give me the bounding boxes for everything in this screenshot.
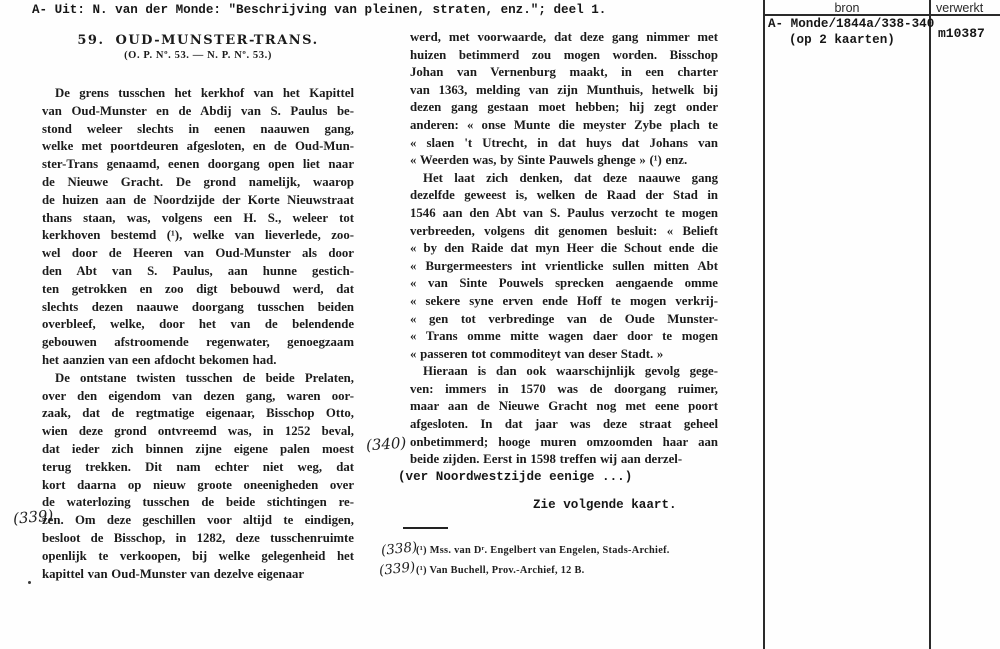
table-left-border (763, 0, 765, 649)
table-column-divider (929, 0, 931, 649)
text-line: anderen: « onse Munte die meyster Zybe plach te (410, 117, 718, 132)
text-line: zaak, dat de regtmatige eigenaar, Bisschop Otto, (42, 406, 354, 421)
text-line: de Nieuwe Gracht. De grond namelijk, waarop (42, 174, 354, 189)
text-line: huizen betimmerd zou mogen worden. Bisschop (410, 47, 718, 62)
text-line: kerkhoven bestemd (¹), welke van lieverlede, zoo- (42, 228, 354, 243)
text-line: terug trekken. Dit nam echter niet weg, dat (42, 459, 354, 474)
text-line: slechts dezen naauwe doorgang tusschen beiden (42, 299, 354, 314)
paragraph (410, 29, 718, 170)
ink-speck (28, 581, 31, 584)
text-line: « by den Raide dat myn Heer die Schout ende die (410, 241, 718, 256)
footnote-separator-rule (403, 527, 448, 529)
text-line: Het laat zich denken, dat deze naauwe gang (423, 170, 718, 185)
text-line: « van Sinte Pouwels sprecken aengaende omme (410, 276, 718, 291)
text-line: werd, met voorwaarde, dat deze gang nimmer met (410, 30, 718, 44)
text-line: maar aan de Nieuwe Gracht nog met eene poort (410, 399, 718, 414)
text-line: thans staan, was, volgens een H. S., weleer tot (42, 210, 354, 225)
footnote-page-ref-339: (339) (378, 559, 417, 579)
typed-see-next-map-note: Zie volgende kaart. (533, 498, 677, 512)
text-line: zen. Om deze geschillen voor altijd te eindigen, (42, 513, 354, 528)
paragraph (410, 170, 718, 364)
text-line: kort daarna op nieuw groote oneenigheden over (42, 477, 354, 492)
right-column-paragraphs (410, 29, 718, 469)
text-line: De grens tusschen het kerkhof van het Kapittel (55, 86, 354, 100)
text-line: van Oud-Munster en de Abdij van S. Paulus be- (42, 103, 354, 118)
article-title: 59. OUD-MUNSTER-TRANS. (77, 33, 319, 48)
text-line: welke met poortdeuren afgesloten, en de Oud-Mun- (42, 139, 354, 154)
text-line: « gen tot verbredinge van de Oude Munster- (410, 311, 718, 326)
text-line: Johan van Vernenburg maakt, in een charter (410, 65, 718, 80)
text-line: afgesloten. In dat jaar was deze straat geheel (410, 417, 718, 432)
text-line: dezen gang gestaan moet hebben; hij zegt onder (410, 100, 718, 115)
text-line: van 1363, melding van zijn Munthuis, hetwelk bij (410, 82, 718, 97)
source-header-note: A- Uit: N. van der Monde: "Beschrijving van pleinen, straten, enz."; deel 1. (32, 3, 607, 17)
text-line: beide zijden. Eerst in 1598 treffen wij aan derzel- (410, 452, 683, 467)
typed-continuation-note: (ver Noordwestzijde eenige ...) (398, 470, 633, 484)
paragraph (42, 370, 354, 584)
text-line: 1546 aan den Abt van S. Paulus verzocht te mogen (410, 205, 718, 220)
handwritten-page-ref-339: (339) (12, 506, 55, 528)
text-line: de huizen aan de Noordzijde der Korte Nieuwstraat (42, 192, 354, 207)
text-line: ven: immers in 1570 was de doorgang ruimer, (410, 381, 718, 396)
paragraph (42, 85, 354, 370)
text-line: « Weerden was, by Sinte Pauwels ghenge » (¹) enz. (410, 153, 688, 168)
text-line: overbleef, welke, door het van de belendende (42, 317, 354, 332)
text-line: openlijk te verkoopen, bij welke gelegenheid het (42, 548, 354, 563)
left-column-paragraphs (42, 85, 354, 583)
text-line: Hieraan is dan ook waarschijnlijk gevolg gege- (423, 364, 718, 379)
left-text-column (42, 0, 354, 610)
article-subtitle: (O. P. Nº. 53. — N. P. Nº. 53.) (124, 50, 272, 61)
text-line: « sekere syne erven ende Hoff te mogen verkrij- (410, 293, 718, 308)
text-line: stond weleer slechts in eenen naauwen gang, (42, 121, 354, 136)
text-line: verbreeden, volgens dit genomen besluit: « Belieft (410, 223, 718, 238)
table-cell-bron-line2: (op 2 kaarten) (789, 33, 895, 47)
table-header-verwerkt: verwerkt (936, 1, 984, 15)
text-line: « passeren tot commoditeyt van deser Stadt. » (410, 346, 664, 361)
table-cell-bron-line1: A- Monde/1844a/338-340 (768, 17, 935, 31)
text-line: wel door de Heeren van Oud-Munster als door (42, 246, 354, 261)
handwritten-page-ref-340: (340) (365, 433, 407, 455)
text-line: over den eigendom van dezen gang, waren oor- (42, 388, 354, 403)
text-line: het aanzien van een afdocht bekomen had. (42, 352, 277, 367)
footnote-text-2: (¹) Van Buchell, Prov.-Archief, 12 B. (416, 565, 585, 576)
footnote-page-ref-338: (338) (380, 539, 419, 559)
text-line: « Burgermeesters int vrientlicke sullen mitten Abt (410, 258, 718, 273)
text-line: dezelfde geweest is, welken de Raad der Stad in (410, 188, 718, 203)
text-line: den Abt van S. Paulus, aan hunne gestich- (42, 263, 354, 278)
text-line: « Trans omme mitte wagen daer door te mogen (410, 329, 718, 344)
footnote-text-1: (¹) Mss. van Dʳ. Engelbert van Engelen, Stads-Archief. (416, 545, 670, 556)
text-line: De ontstane twisten tusschen de beide Prelaten, (55, 370, 354, 385)
right-text-column (410, 0, 718, 480)
text-line: onbetimmerd; hooge muren omzoomden haar aan (410, 434, 718, 449)
table-cell-verwerkt: m10387 (938, 26, 985, 41)
text-line: besloot de Bisschop, in 1282, deze tusschenruimte (42, 530, 354, 545)
table-header-bron: bron (834, 1, 860, 15)
text-line: « slaen 't Utrecht, in dat huys dat Johans van (410, 135, 718, 150)
paragraph (410, 363, 718, 469)
text-line: de waterlozing tusschen de beide stichtingen re- (42, 495, 354, 510)
text-line: kapittel van Oud-Munster van dezelve eigenaar (42, 566, 305, 581)
text-line: wien deze grond ontvreemd was, in 1252 beval, (42, 424, 354, 439)
text-line: gebouwen afstroomende regenwater, genoegzaam (42, 335, 354, 350)
text-line: ster-Trans genaamd, eenen doorgang open liet naar (42, 157, 354, 172)
text-line: dat ieder zich binnen zijne eigene palen moest (42, 441, 354, 456)
text-line: ten getrokken en zoo digt bebouwd werd, dat (42, 281, 354, 296)
